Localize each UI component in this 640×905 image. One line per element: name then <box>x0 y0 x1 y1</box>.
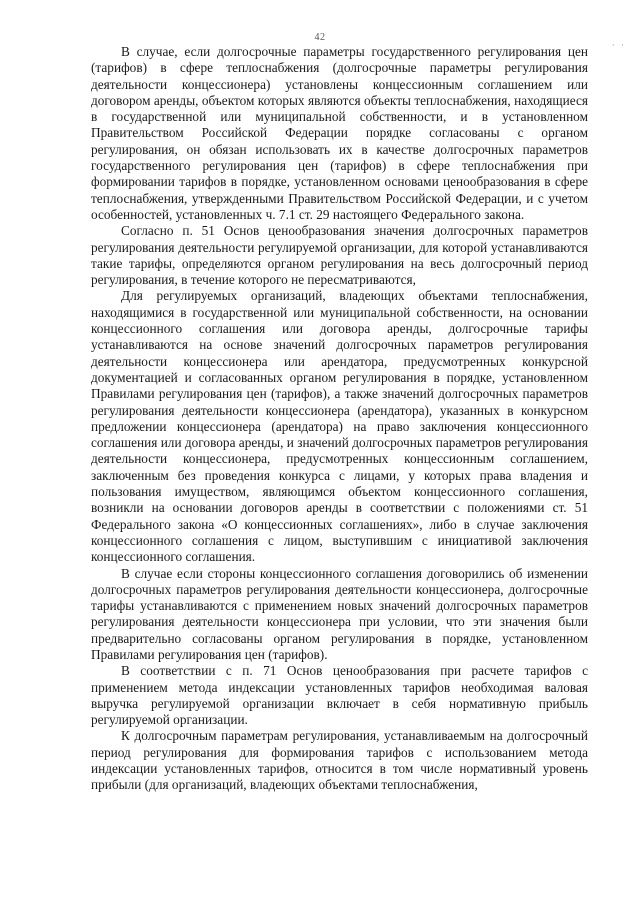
paragraph-clause-51: Согласно п. 51 Основ ценообразования значения долгосрочных параметров регулирования деятельности регулируемой организации, для которой устанавливаются такие тарифы, определяются органом регулирования на весь долгосрочный период регулирования, в течение которого не пересматриваются, <box>91 223 588 288</box>
scan-mark: · · <box>611 40 626 50</box>
paragraph-clause-71: В соответствии с п. 71 Основ ценообразования при расчете тарифов с применением метода индексации установленных тарифов необходимая валовая выручка регулируемой организации включает в себя нормативную прибыль регулируемой организации. <box>91 663 588 728</box>
page-number: 42 <box>314 32 326 43</box>
paragraph-concession-changes: В случае если стороны концессионного соглашения договорились об изменении долгосрочных параметров регулирования деятельности концессионера, долгосрочные тарифы устанавливаются с применением новых значений долгосрочных параметров регулирования деятельности концессионера при условии, что эти значения были предварительно согласованы органом регулирования в порядке, установленном Правилами регулирования цен (тарифов). <box>91 565 588 662</box>
document-body <box>91 44 588 794</box>
paragraph-profit-level: К долгосрочным параметрам регулирования, устанавливаемым на долгосрочный период регулирования для формирования тарифов с использованием метода индексации установленных тарифов, относится в том числе нормативный уровень прибыли (для организаций, владеющих объектами теплоснабжения, <box>91 728 588 793</box>
paragraph-long-term-params: В случае, если долгосрочные параметры государственного регулирования цен (тарифов) в сфере теплоснабжения (долгосрочные параметры регулирования деятельности концессионера) установлены концессионным соглашением или договором аренды, объектом которых являются объекты теплоснабжения, находящиеся в государственной или муниципальной собственности, и в установленном Правительством Российской Федерации порядке согласованы с органом регулирования, он обязан использовать их в качестве долгосрочных параметров государственного регулирования цен (тарифов) в сфере теплоснабжения при формировании тарифов в порядке, установленном основами ценообразования в сфере теплоснабжения, утвержденными Правительством Российской Федерации, и с учетом особенностей, установленных ч. 7.1 ст. 29 настоящего Федерального закона. <box>91 44 588 222</box>
paragraph-regulated-organizations: Для регулируемых организаций, владеющих объектами теплоснабжения, находящимися в государственной или муниципальной собственности, на основании концессионного соглашения или договора аренды, долгосрочные тарифы устанавливаются на основе значений долгосрочных параметров регулирования деятельности концессионера или арендатора, предусмотренных конкурсной документацией и согласованных органом регулирования в порядке, установленном Правилами регулирования цен (тарифов), а также значений долгосрочных параметров регулирования деятельности концессионера (арендатора), указанных в конкурсном предложении концессионера (арендатора) на право заключения концессионного соглашения или договора аренды, и значений долгосрочных параметров регулирования деятельности концессионера, предусмотренных концессионным соглашением, заключенным без проведения конкурса с лицами, у которых права владения и пользования имуществом, являющимся объектом концессионного соглашения, возникли на основании договоров аренды в соответствии с положениями ст. 51 Федерального закона «О концессионных соглашениях», либо в случае заключения концессионного соглашения с лицом, выступившим с инициативой заключения концессионного соглашения. <box>91 288 588 565</box>
